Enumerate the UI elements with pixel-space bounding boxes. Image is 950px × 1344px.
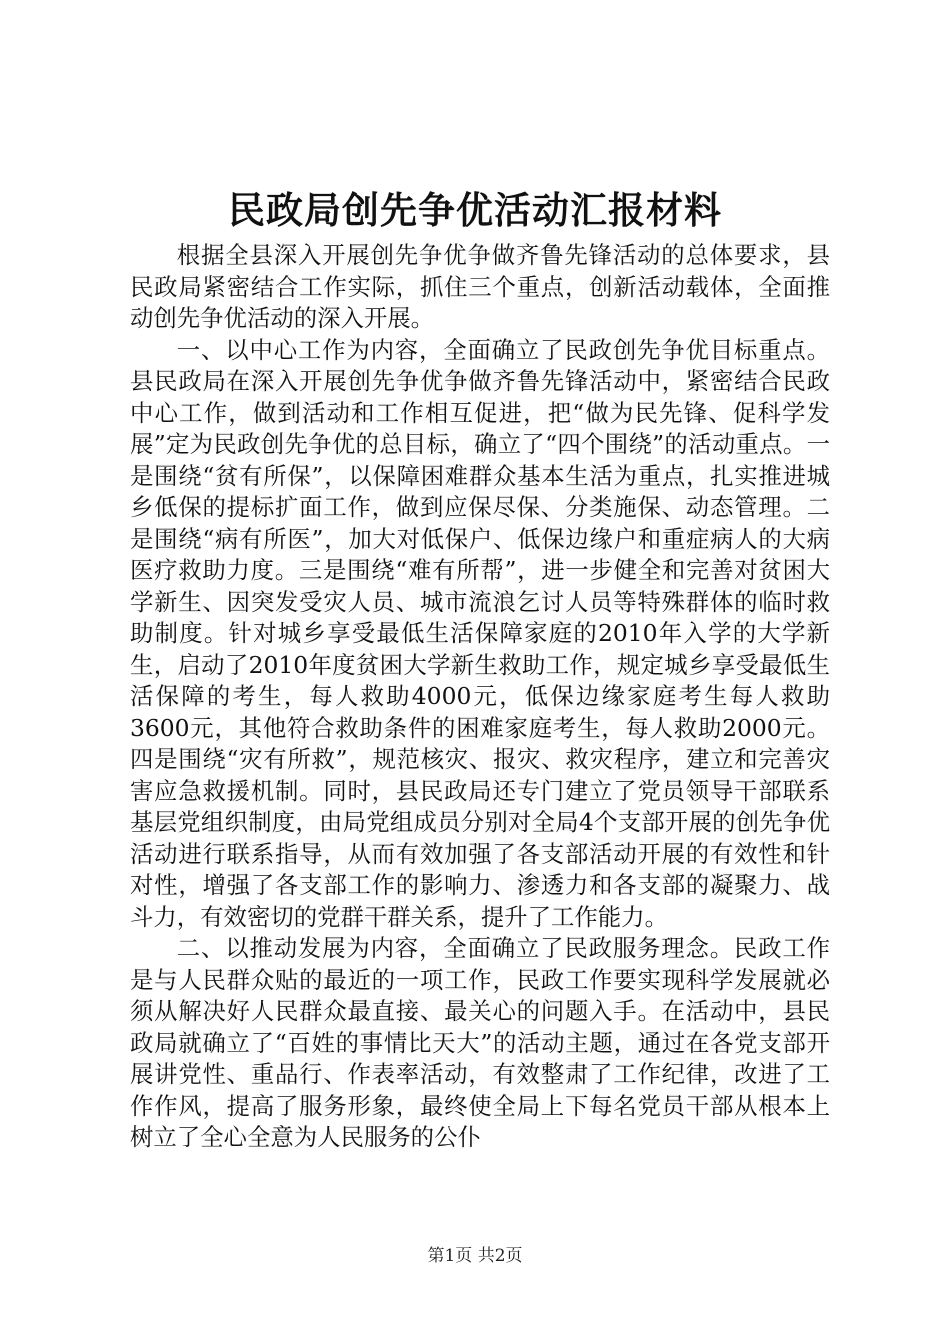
document-body	[130, 240, 830, 1154]
document-title: 民政局创先争优活动汇报材料	[228, 188, 722, 232]
page-number: 第1页 共2页	[427, 1246, 523, 1266]
paragraph-section-two: 二、以推动发展为内容，全面确立了民政服务理念。民政工作是与人民群众贴的最近的一项工作，民政工作要实现科学发展就必须从解决好人民群众最直接、最关心的问题入手。在活动中，县民政局就确立了“百姓的事情比天大”的活动主题，通过在各党支部开展讲党性、重品行、作表率活动，有效整肃了工作纪律，改进了工作作风，提高了服务形象，最终使全局上下每名党员干部从根本上树立了全心全意为人民服务的公仆	[130, 934, 830, 1151]
paragraph-intro: 根据全县深入开展创先争优争做齐鲁先锋活动的总体要求，县民政局紧密结合工作实际，抓住三个重点，创新活动载体，全面推动创先争优活动的深入开展。	[130, 241, 830, 332]
paragraph-section-one: 一、以中心工作为内容，全面确立了民政创先争优目标重点。县民政局在深入开展创先争优争做齐鲁先锋活动中，紧密结合民政中心工作，做到活动和工作相互促进，把“做为民先锋、促科学发展”定为民政创先争优的总目标，确立了“四个围绕”的活动重点。一是围绕“贫有所保”，以保障困难群众基本生活为重点，扎实推进城乡低保的提标扩面工作，做到应保尽保、分类施保、动态管理。二是围绕“病有所医”，加大对低保户、低保边缘户和重症病人的大病医疗救助力度。三是围绕“难有所帮”，进一步健全和完善对贫困大学新生、因突发受灾人员、城市流浪乞讨人员等特殊群体的临时救助制度。针对城乡享受最低生活保障家庭的2010年入学的大学新生，启动了2010年度贫困大学新生救助工作，规定城乡享受最低生活保障的考生，每人救助4000元，低保边缘家庭考生每人救助3600元，其他符合救助条件的困难家庭考生，每人救助2000元。四是围绕“灾有所救”，规范核灾、报灾、救灾程序，建立和完善灾害应急救援机制。同时，县民政局还专门建立了党员领导干部联系基层党组织制度，由局党组成员分别对全局4个支部开展的创先争优活动进行联系指导，从而有效加强了各支部活动开展的有效性和针对性，增强了各支部工作的影响力、渗透力和各支部的凝聚力、战斗力，有效密切的党群干群关系，提升了工作能力。	[130, 335, 830, 931]
